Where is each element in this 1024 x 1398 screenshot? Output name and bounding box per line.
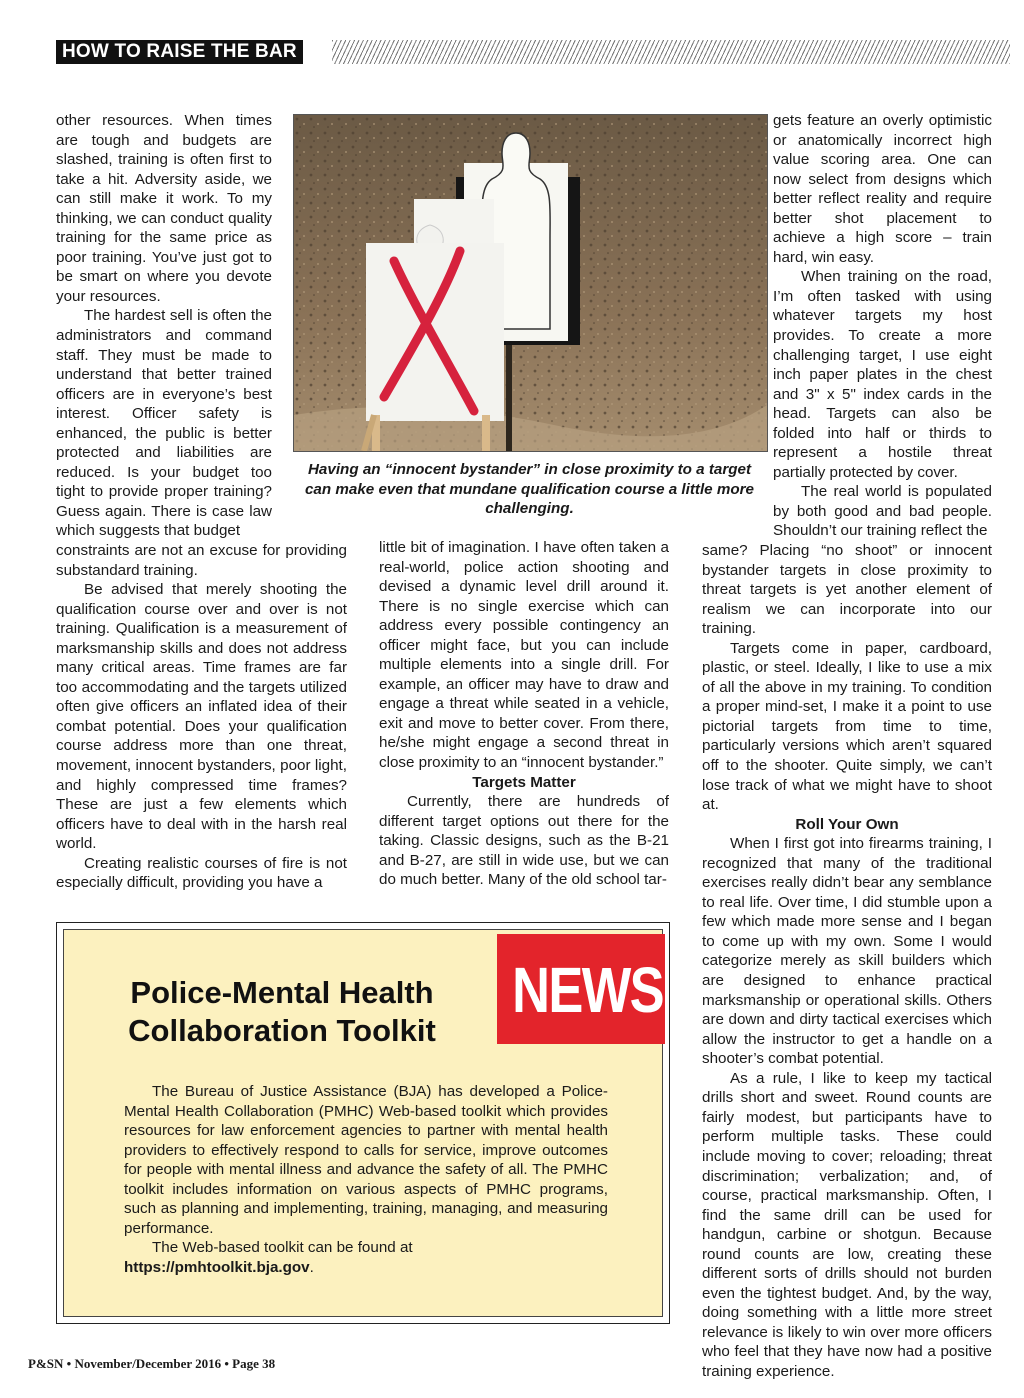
paragraph: The real world is populated by both good and bad people. Shouldn’t our training reflect the	[773, 483, 992, 540]
punctuation: .	[309, 1258, 314, 1276]
paragraph: Currently, there are hundreds of different target options out there for the taking. Classic designs, such as the B-21 and B-27, are still in wide use, but we can do much better. Many of the old school tar-	[379, 793, 669, 889]
paragraph: As a rule, I like to keep my tactical drills short and sweet. Round counts are fairly modest, but participants have to perform multiple tasks. These could include moving to cover; reloading; threat discrimination; verbalization; and, of course, practical marksmanship. Often, I find the same drill can be used for handgun, carbine or shotgun. Because round counts are low, creating these different sorts of drills should not burden even the tightest budget. And, by the way, doing something with a little more street relevance is likely to win over more officers who feel that they have now had a positive training experience.	[702, 1069, 992, 1380]
column-1-top	[56, 111, 272, 541]
news-sidebar-box	[56, 922, 670, 1324]
paragraph: gets feature an overly optimistic or anatomically incorrect high value scoring area. One can now select from designs which better reflect reality and require better shot placement to achieve a high score – train hard, win easy.	[773, 112, 992, 266]
target-photo	[293, 114, 768, 452]
column-3-bottom	[702, 541, 992, 1382]
news-badge-label: NEWS	[512, 954, 663, 1026]
paragraph	[124, 1238, 608, 1277]
paragraph: When I first got into firearms training, I recognized that many of the traditional exercises really didn’t bear any semblance to real life. Over time, I did stumble upon a few which made more sense and I began to come up with my own. Some I would categorize merely as skill builders which are designed to enhance practical marksmanship or operational skills. Others are down and dirty tactical exercises which allow the instructor to get a handle on a shooter’s combat potential.	[702, 835, 992, 1068]
paragraph: The hardest sell is often the administrators and command staff. They must be made to understand that better trained officers are in everyone’s best interest. Officer safety is enhanced, the public is better protected and liabilities are reduced. Is your budget too tight to provide proper training? Guess again. There is case law which suggests that budget	[56, 307, 272, 540]
page-footer: P&SN • November/December 2016 • Page 38	[28, 1356, 276, 1371]
toolkit-link[interactable]: https://pmhtoolkit.bja.gov	[124, 1258, 310, 1276]
paragraph: other resources. When times are tough and budgets are slashed, training is often first to take a hit. Adversity aside, we can still make it work. To my thinking, we can conduct quality training for the same price as poor training. You’ve just got to be smart on where you devote your resources.	[56, 112, 272, 305]
header-stripe-rule	[332, 40, 1010, 64]
paragraph: When training on the road, I’m often tasked with using whatever targets my host provides. To create a more challenging target, I use eight inch paper plates in the chest and 3" x 5" index cards in the head. Targets can also be folded into half or thirds to represent a hostile threat partially protected by cover.	[773, 268, 992, 481]
subheading-roll-your-own: Roll Your Own	[795, 815, 899, 833]
paragraph: little bit of imagination. I have often taken a real-world, police action shooting and devised a dynamic level drill around it. There is no single exercise which can address every possible contingency an officer might face, but you can include multiple elements into a single drill. For example, an officer may have to draw and engage a threat while seated in a vehicle, exit and move to better cover. From there, he/she might engage a second threat in close proximity to an “innocent bystander.”	[379, 539, 669, 772]
paragraph: same? Placing “no shoot” or innocent bystander targets in close proximity to threat targets is yet another element of realism we can incorporate into our training.	[702, 542, 992, 638]
news-box-body	[124, 1082, 608, 1277]
news-badge	[497, 934, 665, 1044]
section-header	[56, 40, 1010, 64]
column-1-bottom	[56, 541, 347, 893]
paragraph: The Bureau of Justice Assistance (BJA) has developed a Police-Mental Health Collaboration (PMHC) Web-based toolkit which provides resources for law enforcement agencies to partner with mental health providers to effectively respond to calls for service, improve outcomes for people with mental illness and advance the safety of all. The PMHC toolkit includes information on various aspects of PMHC programs, such as planning and implementing, training, managing, and measuring performance.	[124, 1083, 608, 1237]
news-box-panel	[63, 929, 663, 1317]
subheading-targets-matter: Targets Matter	[472, 773, 576, 791]
section-label: HOW TO RAISE THE BAR	[56, 40, 303, 64]
news-box-title: Police-Mental Health Collaboration Toolkit	[128, 975, 436, 1048]
paragraph: Be advised that merely shooting the qualification course over and over is not training. Qualification is a measurement of marksmanship skills and does not address many critical areas. Time frames are far too accommodating and the targets utilized often give officers an inflated idea of their combat potential. Does your qualification course address more than one threat, movement, innocent bystanders, poor light, and highly compressed time frames? These are just a few elements which officers have to deal with in the harsh real world.	[56, 581, 347, 853]
paragraph-text: The Web-based toolkit can be found at	[152, 1239, 413, 1256]
target-photo-illustration	[294, 115, 767, 451]
paragraph: Creating realistic courses of fire is not especially difficult, providing you have a	[56, 854, 347, 892]
paragraph: constraints are not an excuse for providing substandard training.	[56, 542, 347, 579]
column-3-top	[773, 111, 992, 541]
paragraph: Targets come in paper, cardboard, plastic, or steel. Ideally, I like to use a mix of all the above in my training. To condition a proper mind-set, I make it a point to use pictorial targets from time to time, particularly versions which aren’t squared off to the shooter. Quite simply, we can’t lose track of what we might have to shoot at.	[702, 639, 992, 814]
photo-caption: Having an “innocent bystander” in close proximity to a target can make even that mundane qualification course a little more challenging.	[304, 461, 754, 518]
column-2	[379, 538, 669, 890]
